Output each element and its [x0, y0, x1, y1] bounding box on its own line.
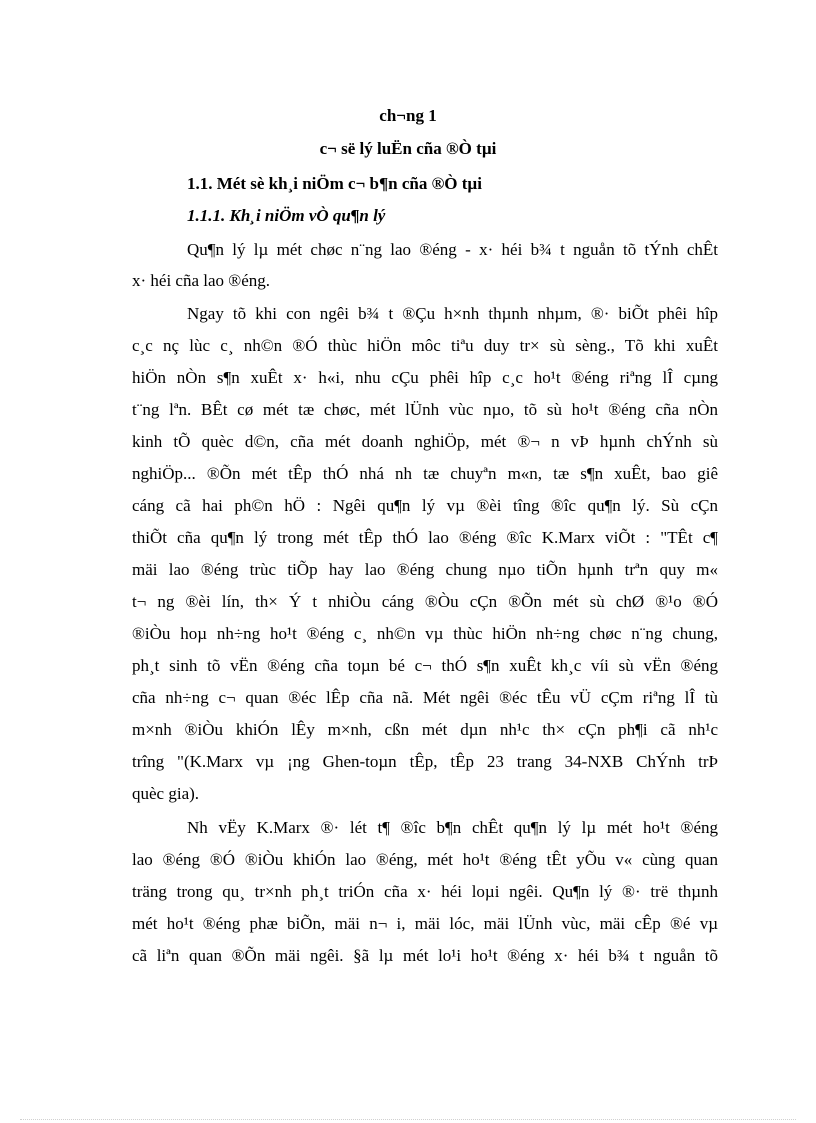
paragraph-line: t¨ng lªn. BÊt cø mét tæ chøc, mét lÜnh vùc nµo, tõ sù ho¹t ®éng cña nÒn	[132, 400, 718, 419]
paragraph-line: quèc gia).	[132, 784, 200, 803]
paragraph-line: Nh vËy K.Marx ®· lét t¶ ®îc b¶n chÊt qu¶n lý lµ mét ho¹t ®éng	[187, 818, 718, 837]
subsection-heading: 1.1.1. Kh¸i niÖm vÒ qu¶n lý	[187, 206, 386, 225]
paragraph-line: mét ho¹t ®éng phæ biÕn, mäi n¬ i, mäi lóc, mäi lÜnh vùc, mäi cÊp ®é vµ	[132, 914, 718, 933]
paragraph-line: cña nh÷ng c¬ quan ®éc lÊp cña nã. Mét ngêi ®éc tÊu vÜ cÇm riªng lÎ tù	[132, 688, 718, 707]
paragraph-line: hiÖn nÒn s¶n xuÊt x· h«i, nhu cÇu phêi hîp c¸c ho¹t ®éng riªng lÎ cµng	[132, 368, 718, 387]
paragraph-line: cáng cã hai ph©n hÖ : Ngêi qu¶n lý vµ ®èi tîng ®îc qu¶n lý. Sù cÇn	[132, 496, 718, 515]
paragraph-line: Qu¶n lý lµ mét chøc n¨ng lao ®éng - x· héi b¾ t nguån tõ tÝnh chÊt	[187, 240, 718, 259]
paragraph-line: Ngay tõ khi con ngêi b¾ t ®Çu h×nh thµnh nhµm, ®· biÕt phêi hîp	[187, 304, 718, 323]
paragraph-line: lao ®éng ®Ó ®iÒu khiÓn lao ®éng, mét ho¹t ®éng tÊt yÕu v« cùng quan	[132, 850, 718, 869]
paragraph-line: c¸c nç lùc c¸ nh©n ®Ó thùc hiÖn môc tiªu duy tr× sù sèng., Tõ khi xuÊt	[132, 336, 718, 355]
chapter-number: ch¬ng 1	[379, 106, 437, 125]
paragraph-line: kinh tÕ quèc d©n, cña mét doanh nghiÖp, mét ®¬ n vÞ hµnh chÝnh sù	[132, 432, 718, 451]
paragraph-line: thiÕt cña qu¶n lý trong mét tÊp thÓ lao ®éng ®îc K.Marx viÕt : "TÊt c¶	[132, 528, 718, 547]
paragraph-line: m×nh ®iÒu khiÓn lÊy m×nh, cßn mét dµn nh¹c th× cÇn ph¶i cã nh¹c	[132, 720, 718, 739]
paragraph-line: mäi lao ®éng trùc tiÕp hay lao ®éng chung nµo tiÕn hµnh trªn quy m«	[132, 560, 718, 579]
paragraph-line: ®iÒu hoµ nh÷ng ho¹t ®éng c¸ nh©n vµ thùc hiÖn nh÷ng chøc n¨ng chung,	[132, 624, 718, 643]
paragraph-line: t¬ ng ®èi lín, th× Ý t nhiÒu cáng ®Òu cÇn ®Õn mét sù chØ ®¹o ®Ó	[132, 592, 718, 611]
paragraph-line: nghiÖp... ®Õn mét tÊp thÓ nhá nh tæ chuyªn m«n, tæ s¶n xuÊt, bao giê	[132, 464, 718, 483]
paragraph-line: x· héi cña lao ®éng.	[132, 271, 271, 290]
page-bottom-rule	[20, 1119, 796, 1120]
chapter-title: c¬ së lý luËn cña ®Ò tµi	[319, 139, 497, 158]
paragraph-line: trîng "(K.Marx vµ ¡ng Ghen-toµn tÊp, tÊp 23 trang 34-NXB ChÝnh trÞ	[132, 752, 718, 771]
paragraph-line: ph¸t sinh tõ vËn ®éng cña toµn bé c¬ thÓ s¶n xuÊt kh¸c víi sù vËn ®éng	[132, 656, 718, 675]
paragraph-line: cã liªn quan ®Õn mäi ngêi. §ã lµ mét lo¹i ho¹t ®éng x· héi b¾ t nguån tõ	[132, 946, 718, 965]
section-heading: 1.1. Mét sè kh¸i niÖm c¬ b¶n cña ®Ò tµi	[187, 174, 482, 193]
paragraph-line: träng trong qu¸ tr×nh ph¸t triÓn cña x· héi loµi ngêi. Qu¶n lý ®· trë thµnh	[132, 882, 718, 901]
